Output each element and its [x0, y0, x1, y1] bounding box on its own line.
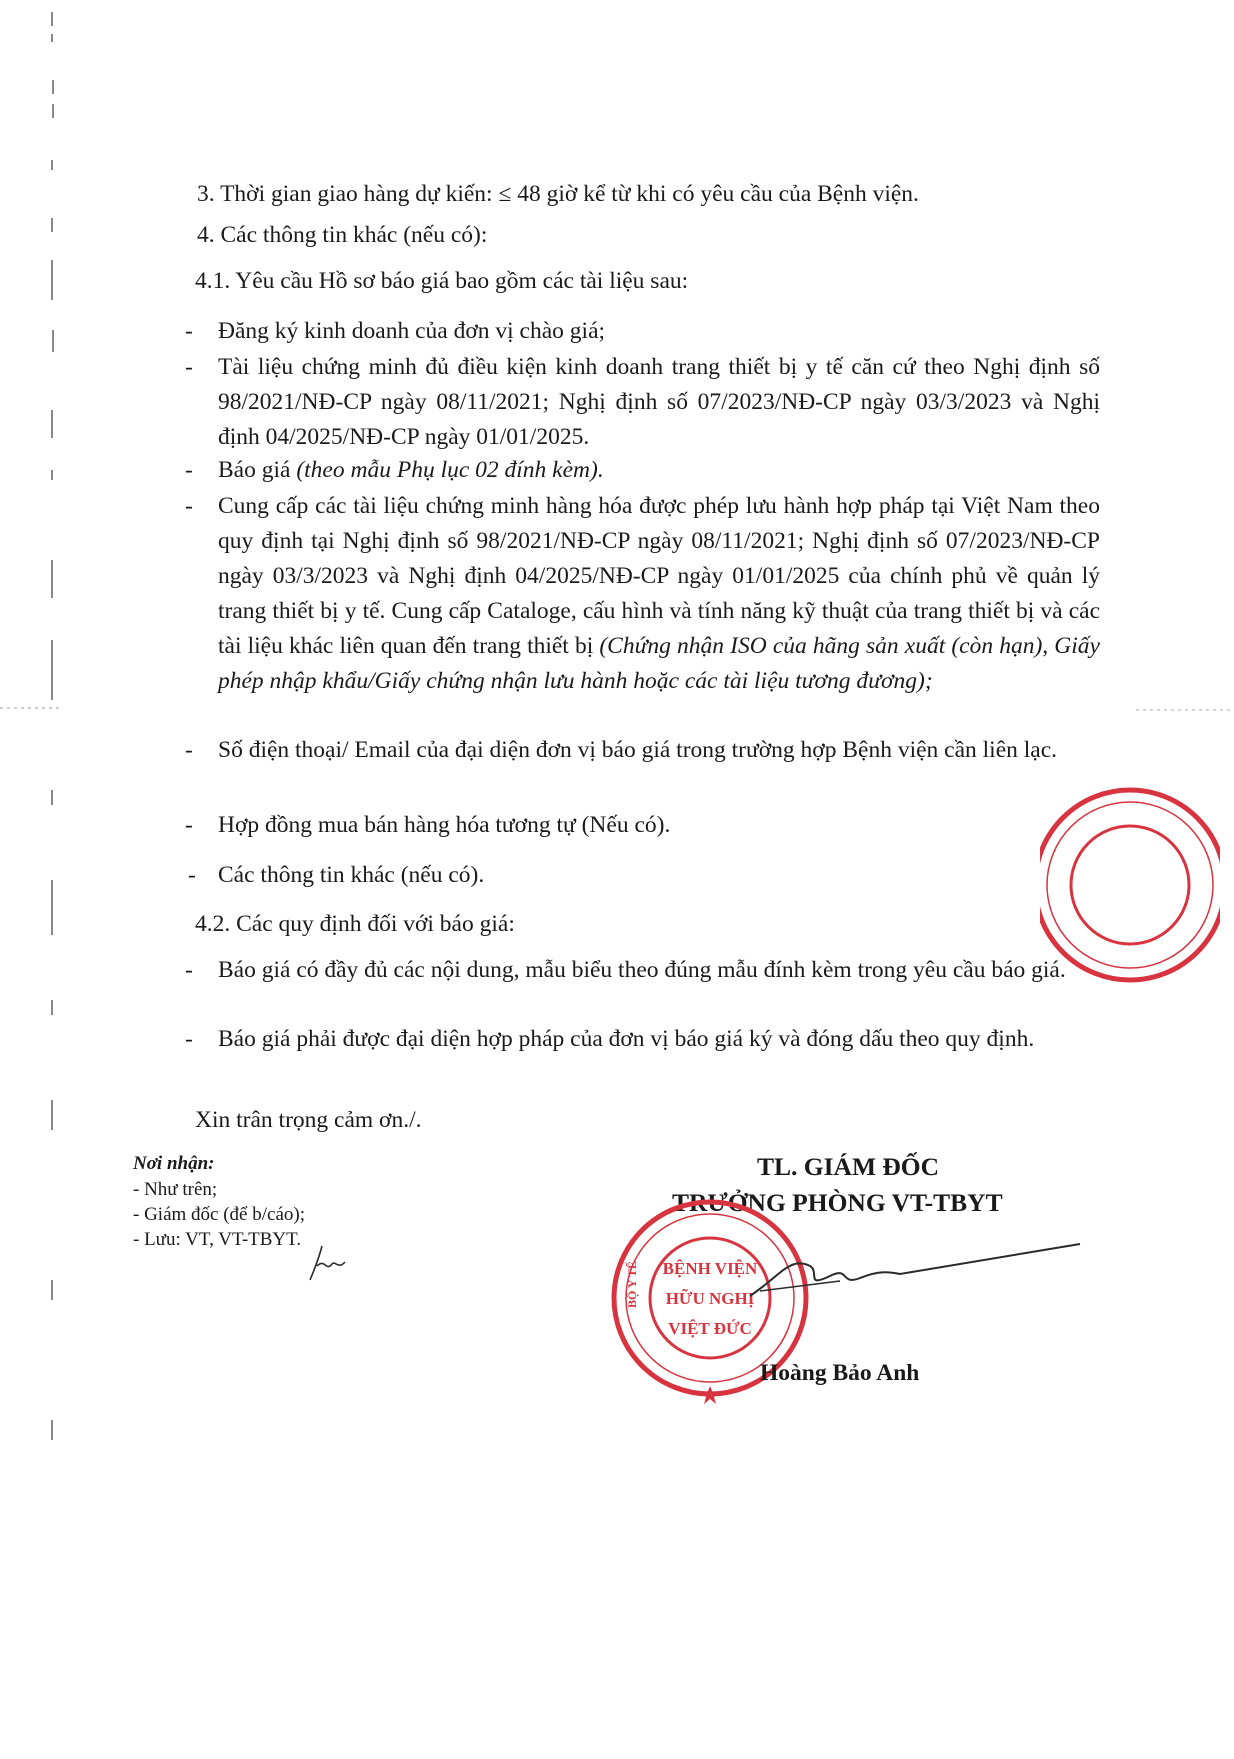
- list-item-text: Đăng ký kinh doanh của đơn vị chào giá;: [218, 318, 606, 344]
- list-item-text: Tài liệu chứng minh đủ điều kiện kinh doanh trang thiết bị y tế căn cứ theo Nghị định số 98/2021/NĐ-CP ngày 08/11/2021; Nghị định số 07/2023/NĐ-CP ngày 03/3/2023 và Nghị định 04/2025/NĐ-CP ngày 01/01/2025.: [218, 354, 1100, 450]
- recipient-item: - Giám đốc (để b/cáo);: [133, 1204, 305, 1225]
- list-item: [185, 733, 1100, 768]
- list-item-italic: (theo mẫu Phụ lục 02 đính kèm).: [296, 457, 604, 483]
- recipient-item: - Lưu: VT, VT-TBYT.: [133, 1229, 302, 1250]
- scan-edge-marks: [0, 0, 60, 1759]
- bullet-dash: -: [185, 957, 193, 983]
- recipients-title: Nơi nhận:: [133, 1153, 215, 1174]
- signature: [720, 1236, 1090, 1316]
- partial-stamp: [1040, 785, 1220, 995]
- list-item-text: Hợp đồng mua bán hàng hóa tương tự (Nếu có).: [218, 812, 671, 838]
- section-4-2-heading: 4.2. Các quy định đối với báo giá:: [195, 911, 515, 937]
- list-item: [185, 953, 1100, 988]
- stamp-edge-text: BỘ Y TẾ: [625, 1261, 639, 1308]
- list-item: [185, 314, 606, 349]
- list-item-text: Báo giá: [218, 457, 297, 483]
- recipient-item: - Như trên;: [133, 1179, 218, 1200]
- bullet-dash: -: [188, 862, 196, 888]
- list-item-text: Báo giá có đầy đủ các nội dung, mẫu biểu theo đúng mẫu đính kèm trong yêu cầu báo giá.: [218, 957, 1066, 983]
- bullet-dash: -: [185, 812, 193, 838]
- initial-signature: [290, 1240, 360, 1285]
- list-item: [188, 858, 485, 893]
- list-item-text: Số điện thoại/ Email của đại diện đơn vị báo giá trong trường hợp Bệnh viện cần liên lạc.: [218, 737, 1058, 763]
- other-info-heading: 4. Các thông tin khác (nếu có):: [197, 222, 488, 248]
- bullet-dash: -: [185, 1026, 193, 1052]
- bullet-dash: -: [185, 493, 193, 519]
- signer-position: TRƯỞNG PHÒNG VT-TBYT: [672, 1188, 1003, 1217]
- bullet-dash: -: [185, 737, 193, 763]
- list-item-text: Báo giá phải được đại diện hợp pháp của đơn vị báo giá ký và đóng dấu theo quy định.: [218, 1026, 1035, 1052]
- fold-line: [1136, 700, 1234, 720]
- list-item: [185, 453, 604, 488]
- list-item-italic: (Chứng nhận ISO của hãng sản xuất (còn hạn), Giấy phép nhập khẩu/Giấy chứng nhận lưu hành hoặc các tài liệu tương đương);: [218, 633, 1100, 694]
- bullet-dash: -: [185, 457, 193, 483]
- list-item-paragraph: [218, 489, 1100, 699]
- bullet-dash: -: [185, 318, 193, 344]
- section-4-1-heading: 4.1. Yêu cầu Hồ sơ báo giá bao gồm các tài liệu sau:: [195, 268, 689, 294]
- closing-line: Xin trân trọng cảm ơn./.: [195, 1107, 422, 1133]
- list-item: [185, 350, 1100, 455]
- list-item: [185, 808, 671, 843]
- list-item: [185, 489, 1100, 699]
- list-item: [185, 1022, 1100, 1057]
- bullet-dash: -: [185, 354, 193, 380]
- list-item-text: Cung cấp các tài liệu chứng minh hàng hóa được phép lưu hành hợp pháp tại Việt Nam theo quy định tại Nghị định số 98/2021/NĐ-CP ngày 08/11/2021; Nghị định số 07/2023/NĐ-CP ngày 03/3/2023 và Nghị định 04/2025/NĐ-CP ngày 01/01/2025 của chính phủ về quản lý trang thiết bị y tế. Cung cấp Cataloge, cấu hình và tính năng kỹ thuật của trang thiết bị và các tài liệu khác liên quan đến trang thiết bị: [218, 493, 1100, 659]
- list-item-text: Các thông tin khác (nếu có).: [218, 862, 485, 888]
- delivery-time-line: 3. Thời gian giao hàng dự kiến: ≤ 48 giờ kể từ khi có yêu cầu của Bệnh viện.: [197, 181, 919, 207]
- stamp-text-line3: VIỆT ĐỨC: [668, 1319, 752, 1338]
- signer-name: Hoàng Bảo Anh: [760, 1360, 920, 1386]
- stamp-text-line2: HỮU NGHỊ: [665, 1289, 755, 1308]
- signer-title: TL. GIÁM ĐỐC: [757, 1152, 940, 1181]
- stamp-text-line1: BỆNH VIỆN: [662, 1259, 758, 1278]
